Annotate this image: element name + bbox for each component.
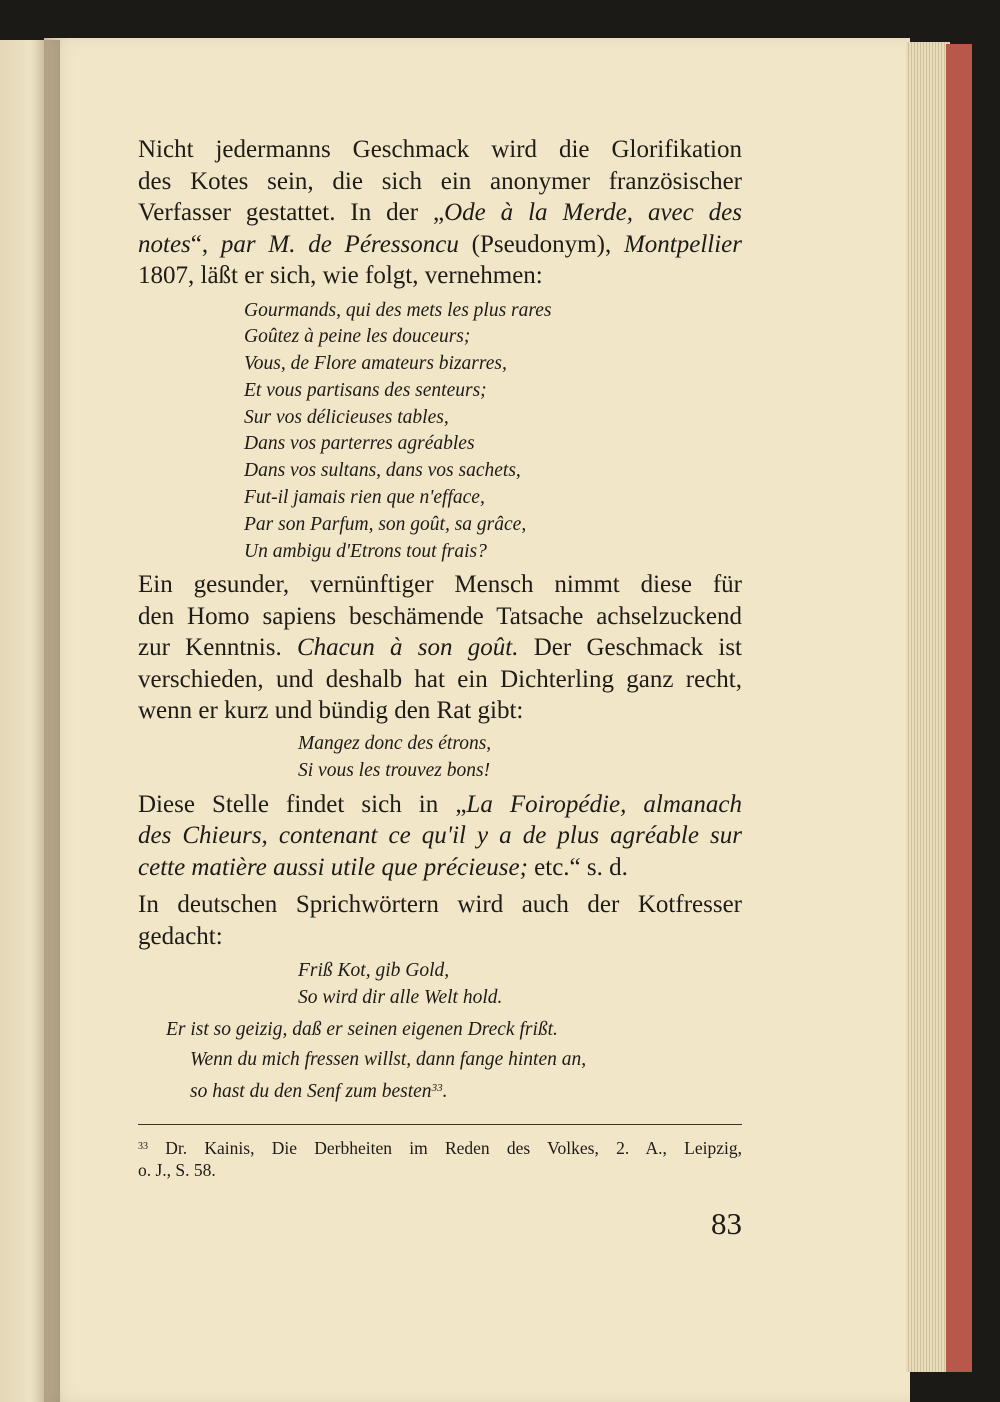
paragraph-line: Nicht jedermanns Geschmack wird die Glorifikation [138,136,742,163]
poem-line: Si vous les trouvez bons! [298,759,491,781]
text-run-italic: so hast du den Senf zum besten [190,1080,432,1102]
footnote-divider [138,1124,742,1125]
paragraph-3 [138,789,742,884]
poem-line: Fut-il jamais rien que n'efface, [244,487,485,509]
proverb-geizig [166,1016,742,1044]
paragraph-line [138,852,742,884]
footnote-line [138,1136,742,1159]
poem-line: Mangez donc des étrons, [298,732,492,754]
footnote-line: o. J., S. 58. [138,1160,216,1180]
footnote-reference: 33 [431,1081,443,1094]
paragraph-line [138,229,742,261]
paragraph-line [138,820,742,852]
paragraph-line: 1807, läßt er sich, wie folgt, vernehmen: [138,262,543,289]
footnote [138,1136,742,1181]
text-run-italic: cette matière aussi utile que précieuse; [138,853,528,881]
proverb-line: Wenn du mich fressen willst, dann fange hinten an, [190,1048,587,1070]
paragraph-1 [138,134,742,292]
text-run: Verfasser gestattet. In der „ [138,199,445,226]
poem-line: Par son Parfum, son goût, sa grâce, [244,513,527,535]
book-gutter [30,40,60,1402]
poem-line: Goûtez à peine les douceurs; [244,326,471,348]
text-run-italic: Montpellier [623,230,742,258]
text-run: Der Geschmack ist [518,634,742,662]
page-edges [906,42,950,1372]
paragraph-line [138,632,742,664]
paragraph-line: Ein gesunder, vernünftiger Mensch nimmt diese für [138,571,742,599]
footnote-number: 33 [138,1141,148,1152]
text-run: Dr. Kainis, Die Derbheiten im Reden des Volkes, 2. A., Leipzig, [148,1138,742,1158]
paragraph-line: den Homo sapiens beschämende Tatsache achselzuckend [138,602,742,630]
poem-line: Et vous partisans des senteurs; [244,379,487,401]
text-run-italic: La Foiropédie, almanach [466,790,743,818]
poem-line: Sur vos délicieuses tables, [244,406,449,428]
proverb-line: Er ist so geizig, daß er seinen eigenen Dreck frißt. [166,1018,558,1040]
poem-line: Dans vos parterres agréables [244,433,475,455]
poem-line: Gourmands, qui des mets les plus rares [244,299,552,321]
text-run: (Pseudonym), [458,230,624,258]
text-run: . [442,1080,448,1102]
poem-line: Dans vos sultans, dans vos sachets, [244,460,521,482]
paragraph-line: gedacht: [138,922,223,950]
text-run: etc.“ s. d. [527,853,628,881]
poem-proverb-verse [298,958,742,1012]
paragraph-4 [138,889,742,952]
page-number: 83 [711,1206,742,1241]
text-run: Diese Stelle findet sich in „ [138,790,467,818]
proverb-fressen [190,1046,742,1106]
paragraph-line: In deutschen Sprichwörtern wird auch der Kotfresser [138,891,742,919]
paragraph-line: des Kotes sein, die sich ein anonymer französischer [138,167,742,195]
text-run-italic: par M. de Péressoncu [220,230,459,258]
paragraph-2 [138,569,742,727]
poem-line: Un ambigu d'Etrons tout frais? [244,540,487,562]
text-run-italic: Chacun à son goût. [296,634,519,662]
paragraph-line: wenn er kurz und bündig den Rat gibt: [138,697,524,725]
poem-line: Friß Kot, gib Gold, [298,960,450,982]
book-cover-edge [946,44,972,1372]
paragraph-line [138,789,742,821]
poem-line: Vous, de Flore amateurs bizarres, [244,353,507,375]
paragraph-line [138,197,742,229]
poem-ode [244,298,742,566]
poem-line: So wird dir alle Welt hold. [298,986,503,1008]
text-run-italic: Ode à la Merde, avec des [444,199,742,226]
paragraph-line: verschieden, und deshalb hat ein Dichterling ganz recht, [138,665,742,693]
proverb-line [190,1074,742,1106]
text-run-italic: notes [138,230,191,258]
text-run: “, [190,230,221,258]
poem-couplet [298,731,742,785]
body-text [138,134,742,1106]
text-run-italic: des Chieurs, contenant ce qu'il y a de plus agréable sur [138,822,742,850]
text-run: zur Kenntnis. [138,634,297,662]
